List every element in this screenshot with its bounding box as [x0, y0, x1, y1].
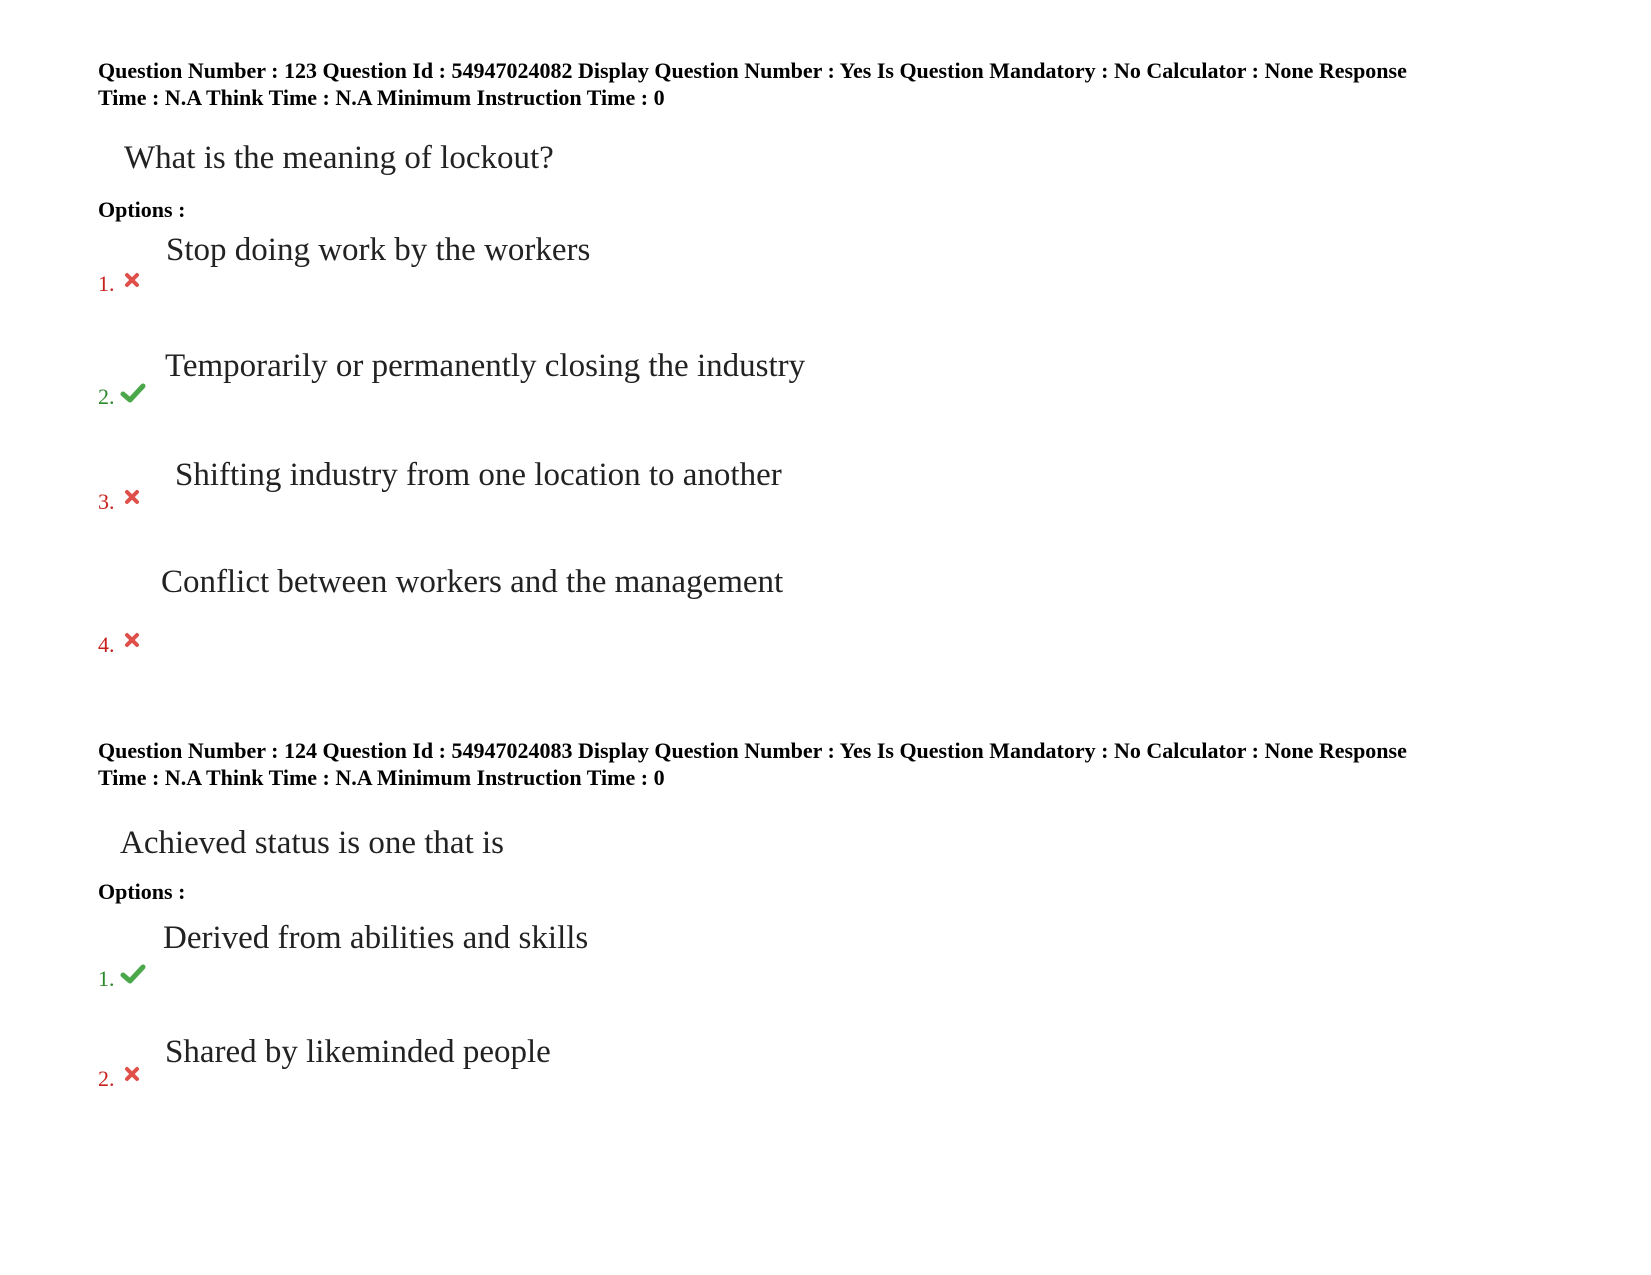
question-meta-line-1: Question Number : 124 Question Id : 54947024083 Display Question Number : Yes Is Question Mandatory : No Calculator : None Response — [98, 738, 1407, 763]
option-text: Temporarily or permanently closing the industry — [165, 348, 806, 384]
cross-icon — [124, 1066, 140, 1082]
option-number: 1. — [98, 966, 115, 991]
cross-icon — [124, 489, 140, 505]
option-number: 1. — [98, 271, 115, 296]
cross-icon — [124, 632, 140, 648]
option-text: Derived from abilities and skills — [163, 920, 589, 956]
option-number: 4. — [98, 632, 115, 657]
option-text: Conflict between workers and the management — [161, 564, 784, 600]
question-meta-line-2: Time : N.A Think Time : N.A Minimum Instruction Time : 0 — [98, 85, 665, 110]
question-text: What is the meaning of lockout? — [124, 140, 554, 176]
check-icon — [120, 382, 146, 404]
option-number: 2. — [98, 1066, 115, 1091]
option-text: Shared by likeminded people — [165, 1034, 551, 1070]
options-label: Options : — [98, 197, 186, 222]
question-meta-line-2: Time : N.A Think Time : N.A Minimum Instruction Time : 0 — [98, 765, 665, 790]
question-text: Achieved status is one that is — [120, 825, 505, 861]
option-text: Shifting industry from one location to another — [175, 457, 782, 493]
option-number: 3. — [98, 489, 115, 514]
options-label: Options : — [98, 879, 186, 904]
check-icon — [120, 963, 146, 985]
question-meta-line-1: Question Number : 123 Question Id : 54947024082 Display Question Number : Yes Is Question Mandatory : No Calculator : None Response — [98, 58, 1407, 83]
question-meta — [98, 737, 1598, 791]
cross-icon — [124, 272, 140, 288]
question-meta — [98, 57, 1598, 111]
option-text: Stop doing work by the workers — [166, 232, 591, 268]
option-number: 2. — [98, 384, 115, 409]
